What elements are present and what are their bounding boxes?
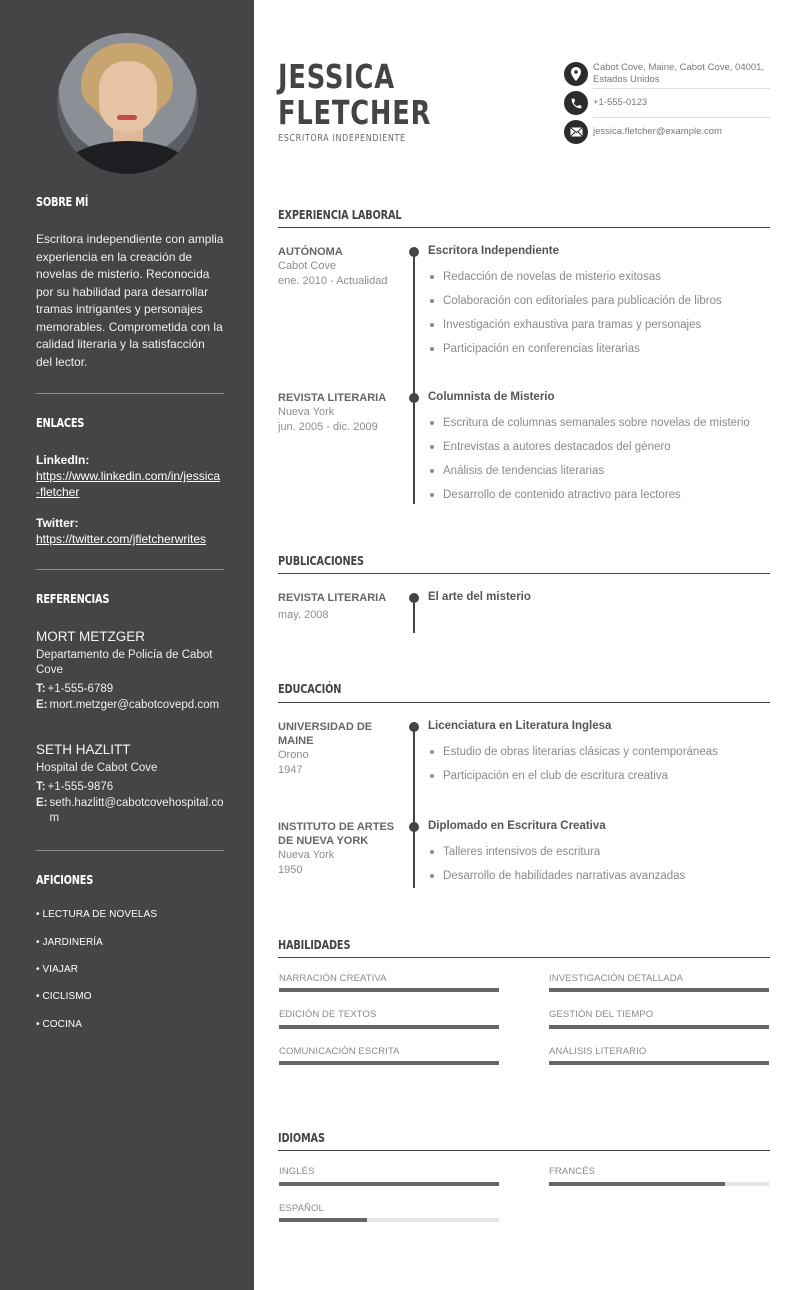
bullet-item: Desarrollo de habilidades narrativas avanzadas: [428, 870, 685, 882]
skill-bar-fill: [549, 988, 769, 992]
section-rule: [278, 1150, 770, 1151]
skill-bar: [279, 1025, 499, 1029]
skill-label: INVESTIGACIÓN DETALLADA: [549, 973, 684, 984]
dates: jun. 2005 - dic. 2009: [278, 421, 378, 433]
phone-value: +1-555-6789: [47, 683, 114, 695]
skill-label: NARRACIÓN CREATIVA: [279, 973, 387, 984]
reference-name: MORT METZGER: [36, 629, 146, 644]
bullet-item: Redacción de novelas de misterio exitosas: [428, 271, 661, 283]
avatar: [57, 33, 198, 174]
publications-title: PUBLICACIONES: [278, 553, 364, 568]
location: Cabot Cove: [278, 260, 337, 272]
bullet-item: Entrevistas a autores destacados del género: [428, 441, 671, 453]
twitter-label: Twitter:: [36, 516, 79, 530]
language-label: INGLÉS: [279, 1166, 315, 1177]
timeline-dot: [409, 593, 419, 603]
timeline-dot: [409, 393, 419, 403]
divider: [593, 117, 770, 118]
education-meta: [278, 720, 398, 778]
about-text: Escritora independiente con amplia experiencia en la creación de novelas de misterio. Reconocida por su habilidad para desarrollar tramas intrigantes y personajes memorables. Comprometida con la calidad literaria y la satisfacción del lector.: [36, 232, 224, 369]
language-label: ESPAÑOL: [279, 1203, 324, 1214]
skill-bar-fill: [549, 1025, 769, 1029]
hobby-item: • JARDINERÍA: [36, 937, 103, 948]
language-label: FRANCÉS: [549, 1166, 596, 1177]
degree-title: Diplomado en Escritura Creativa: [428, 820, 606, 832]
language-bar: [549, 1182, 769, 1186]
skill-label: COMUNICACIÓN ESCRITA: [279, 1046, 400, 1057]
skill-bar-fill: [549, 1061, 769, 1065]
experience-meta: [278, 391, 398, 435]
reference-phone: [36, 780, 224, 795]
skill-bar-fill: [279, 988, 499, 992]
publication-title: El arte del misterio: [428, 591, 531, 603]
experience-title: EXPERIENCIA LABORAL: [278, 207, 402, 222]
year: 1950: [278, 864, 303, 876]
email-label: E:: [36, 699, 48, 711]
phone-label: T:: [36, 781, 46, 793]
institution-line1: INSTITUTO DE ARTES: [278, 821, 395, 833]
reference-email: [36, 796, 224, 826]
skill-bar-fill: [279, 1061, 499, 1065]
experience-meta: [278, 245, 398, 289]
language-bar-fill: [549, 1182, 725, 1186]
hobby-item: • LECTURA DE NOVELAS: [36, 909, 158, 920]
location: Nueva York: [278, 849, 335, 861]
divider: [36, 569, 224, 570]
twitter-link[interactable]: https://twitter.com/jfletcherwrites: [36, 532, 207, 546]
linkedin-link[interactable]: https://www.linkedin.com/in/jessica-fletcher: [36, 469, 221, 499]
timeline-dot: [409, 722, 419, 732]
skills-title: HABILIDADES: [278, 937, 351, 952]
section-rule: [278, 573, 770, 574]
bullet-item: Análisis de tendencias literarias: [428, 465, 604, 477]
avatar-face: [99, 61, 157, 133]
contact-phone: [564, 91, 770, 115]
references-title: REFERENCIAS: [36, 592, 110, 606]
year: 1947: [278, 764, 303, 776]
skill-bar: [549, 1061, 769, 1065]
divider: [36, 393, 224, 394]
institution-line2: MAINE: [278, 735, 314, 747]
sidebar: [0, 0, 254, 1290]
skill-bar: [279, 1061, 499, 1065]
role-title: Columnista de Misterio: [428, 391, 555, 403]
reference-name: SETH HAZLITT: [36, 742, 131, 757]
degree-title: Licenciatura en Literatura Inglesa: [428, 720, 612, 732]
employer: AUTÓNOMA: [278, 246, 343, 258]
skill-label: ANÁLISIS LITERARIO: [549, 1046, 647, 1057]
phone-value: +1-555-9876: [47, 781, 114, 793]
dates: ene. 2010 - Actualidad: [278, 275, 388, 287]
date: may. 2008: [278, 609, 329, 621]
linkedin-label: LinkedIn:: [36, 453, 90, 467]
contact-email: [564, 120, 770, 144]
skill-label: GESTIÓN DEL TIEMPO: [549, 1009, 654, 1020]
education-title: EDUCACIÓN: [278, 681, 342, 696]
timeline-line: [413, 727, 415, 888]
reference-email: [36, 698, 224, 713]
email-value: mort.metzger@cabotcovepd.com: [49, 699, 220, 711]
language-bar-fill: [279, 1182, 499, 1186]
institution-line2: DE NUEVA YORK: [278, 835, 369, 847]
skill-bar-fill: [279, 1025, 499, 1029]
location: Orono: [278, 749, 309, 761]
phone-icon: [564, 91, 588, 115]
bullet-item: Talleres intensivos de escritura: [428, 846, 600, 858]
envelope-icon: [564, 120, 588, 144]
hobby-item: • COCINA: [36, 1019, 82, 1030]
section-rule: [278, 227, 770, 228]
address-text: Cabot Cove, Maine, Cabot Cove, 04001, Estados Unidos: [593, 62, 765, 85]
last-name: FLETCHER: [278, 93, 432, 132]
job-title: ESCRITORA INDEPENDIENTE: [278, 133, 406, 144]
email-text: jessica.fletcher@example.com: [593, 126, 722, 137]
language-bar: [279, 1182, 499, 1186]
divider: [36, 850, 224, 851]
languages-title: IDIOMAS: [278, 1130, 325, 1145]
contact-address: [564, 62, 770, 86]
email-value: seth.hazlitt@cabotcovehospital.com: [49, 797, 224, 824]
timeline-line: [413, 598, 415, 633]
reference-phone: [36, 682, 224, 697]
section-rule: [278, 702, 770, 703]
reference-org: Hospital de Cabot Cove: [36, 762, 158, 774]
email-label: E:: [36, 797, 48, 809]
publication-meta: [278, 591, 398, 623]
phone-label: T:: [36, 683, 46, 695]
bullet-item: Desarrollo de contenido atractivo para lectores: [428, 489, 681, 501]
hobbies-title: AFICIONES: [36, 873, 94, 887]
about-title: SOBRE MÍ: [36, 195, 89, 209]
reference-org: Departamento de Policía de Cabot Cove: [36, 649, 213, 676]
skill-label: EDICIÓN DE TEXTOS: [279, 1009, 377, 1020]
role-title: Escritora Independiente: [428, 245, 560, 257]
publisher: REVISTA LITERARIA: [278, 592, 387, 604]
institution-line1: UNIVERSIDAD DE: [278, 721, 373, 733]
language-bar: [279, 1218, 499, 1222]
timeline-dot: [409, 822, 419, 832]
bullet-item: Colaboración con editoriales para publicación de libros: [428, 295, 722, 307]
timeline-line: [413, 252, 415, 504]
avatar-lips: [117, 115, 137, 120]
avatar-jacket: [67, 141, 188, 174]
bullet-item: Investigación exhaustiva para tramas y personajes: [428, 319, 701, 331]
bullet-item: Participación en el club de escritura creativa: [428, 770, 668, 782]
skill-bar: [549, 1025, 769, 1029]
bullet-item: Estudio de obras literarias clásicas y contemporáneas: [428, 746, 718, 758]
links-title: ENLACES: [36, 416, 85, 430]
language-bar-fill: [279, 1218, 367, 1222]
skill-bar: [549, 988, 769, 992]
divider: [593, 88, 770, 89]
employer: REVISTA LITERARIA: [278, 392, 387, 404]
section-rule: [278, 957, 770, 958]
bullet-item: Participación en conferencias literarias: [428, 343, 640, 355]
education-meta: [278, 820, 398, 878]
phone-text: +1-555-0123: [593, 97, 648, 108]
skill-bar: [279, 988, 499, 992]
location: Nueva York: [278, 406, 335, 418]
hobby-item: • CICLISMO: [36, 991, 92, 1002]
hobby-item: • VIAJAR: [36, 964, 79, 975]
first-name: JESSICA: [278, 57, 395, 96]
location-pin-icon: [564, 62, 588, 86]
bullet-item: Escritura de columnas semanales sobre novelas de misterio: [428, 417, 750, 429]
timeline-dot: [409, 247, 419, 257]
